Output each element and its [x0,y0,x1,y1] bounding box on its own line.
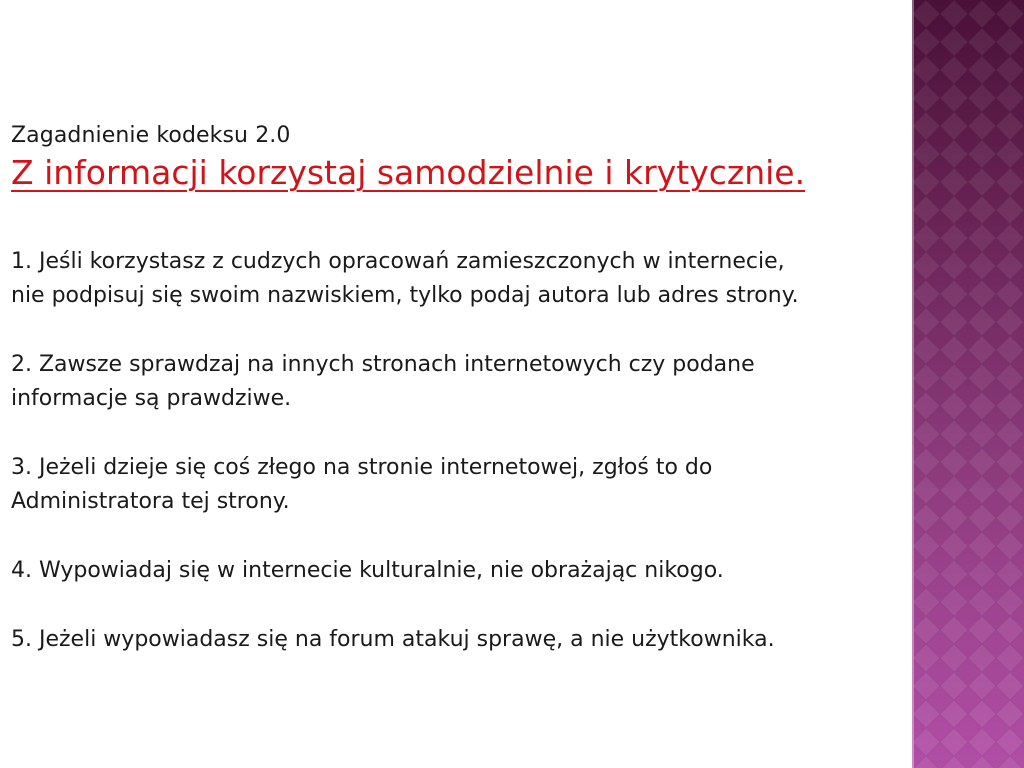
topic-kicker: Zagadnienie kodeksu 2.0 [11,123,291,148]
rules-list [11,245,941,657]
slide-headline: Z informacji korzystaj samodzielnie i krytycznie. [11,153,806,192]
rule-item: 1. Jeśli korzystasz z cudzych opracowań zamieszczonych w internecie, nie podpisuj się swoim nazwiskiem, tylko podaj autora lub adres strony. [11,249,799,308]
rule-item: 4. Wypowiadaj się w internecie kulturalnie, nie obrażając nikogo. [11,558,724,583]
rule-item: 3. Jeżeli dzieje się coś złego na stronie internetowej, zgłoś to do Administratora tej strony. [11,455,713,514]
slide-content [11,121,941,692]
rule-item: 5. Jeżeli wypowiadasz się na forum atakuj sprawę, a nie użytkownika. [11,627,775,652]
rule-item: 2. Zawsze sprawdzaj na innych stronach internetowych czy podane informacje są prawdziwe. [11,352,755,411]
